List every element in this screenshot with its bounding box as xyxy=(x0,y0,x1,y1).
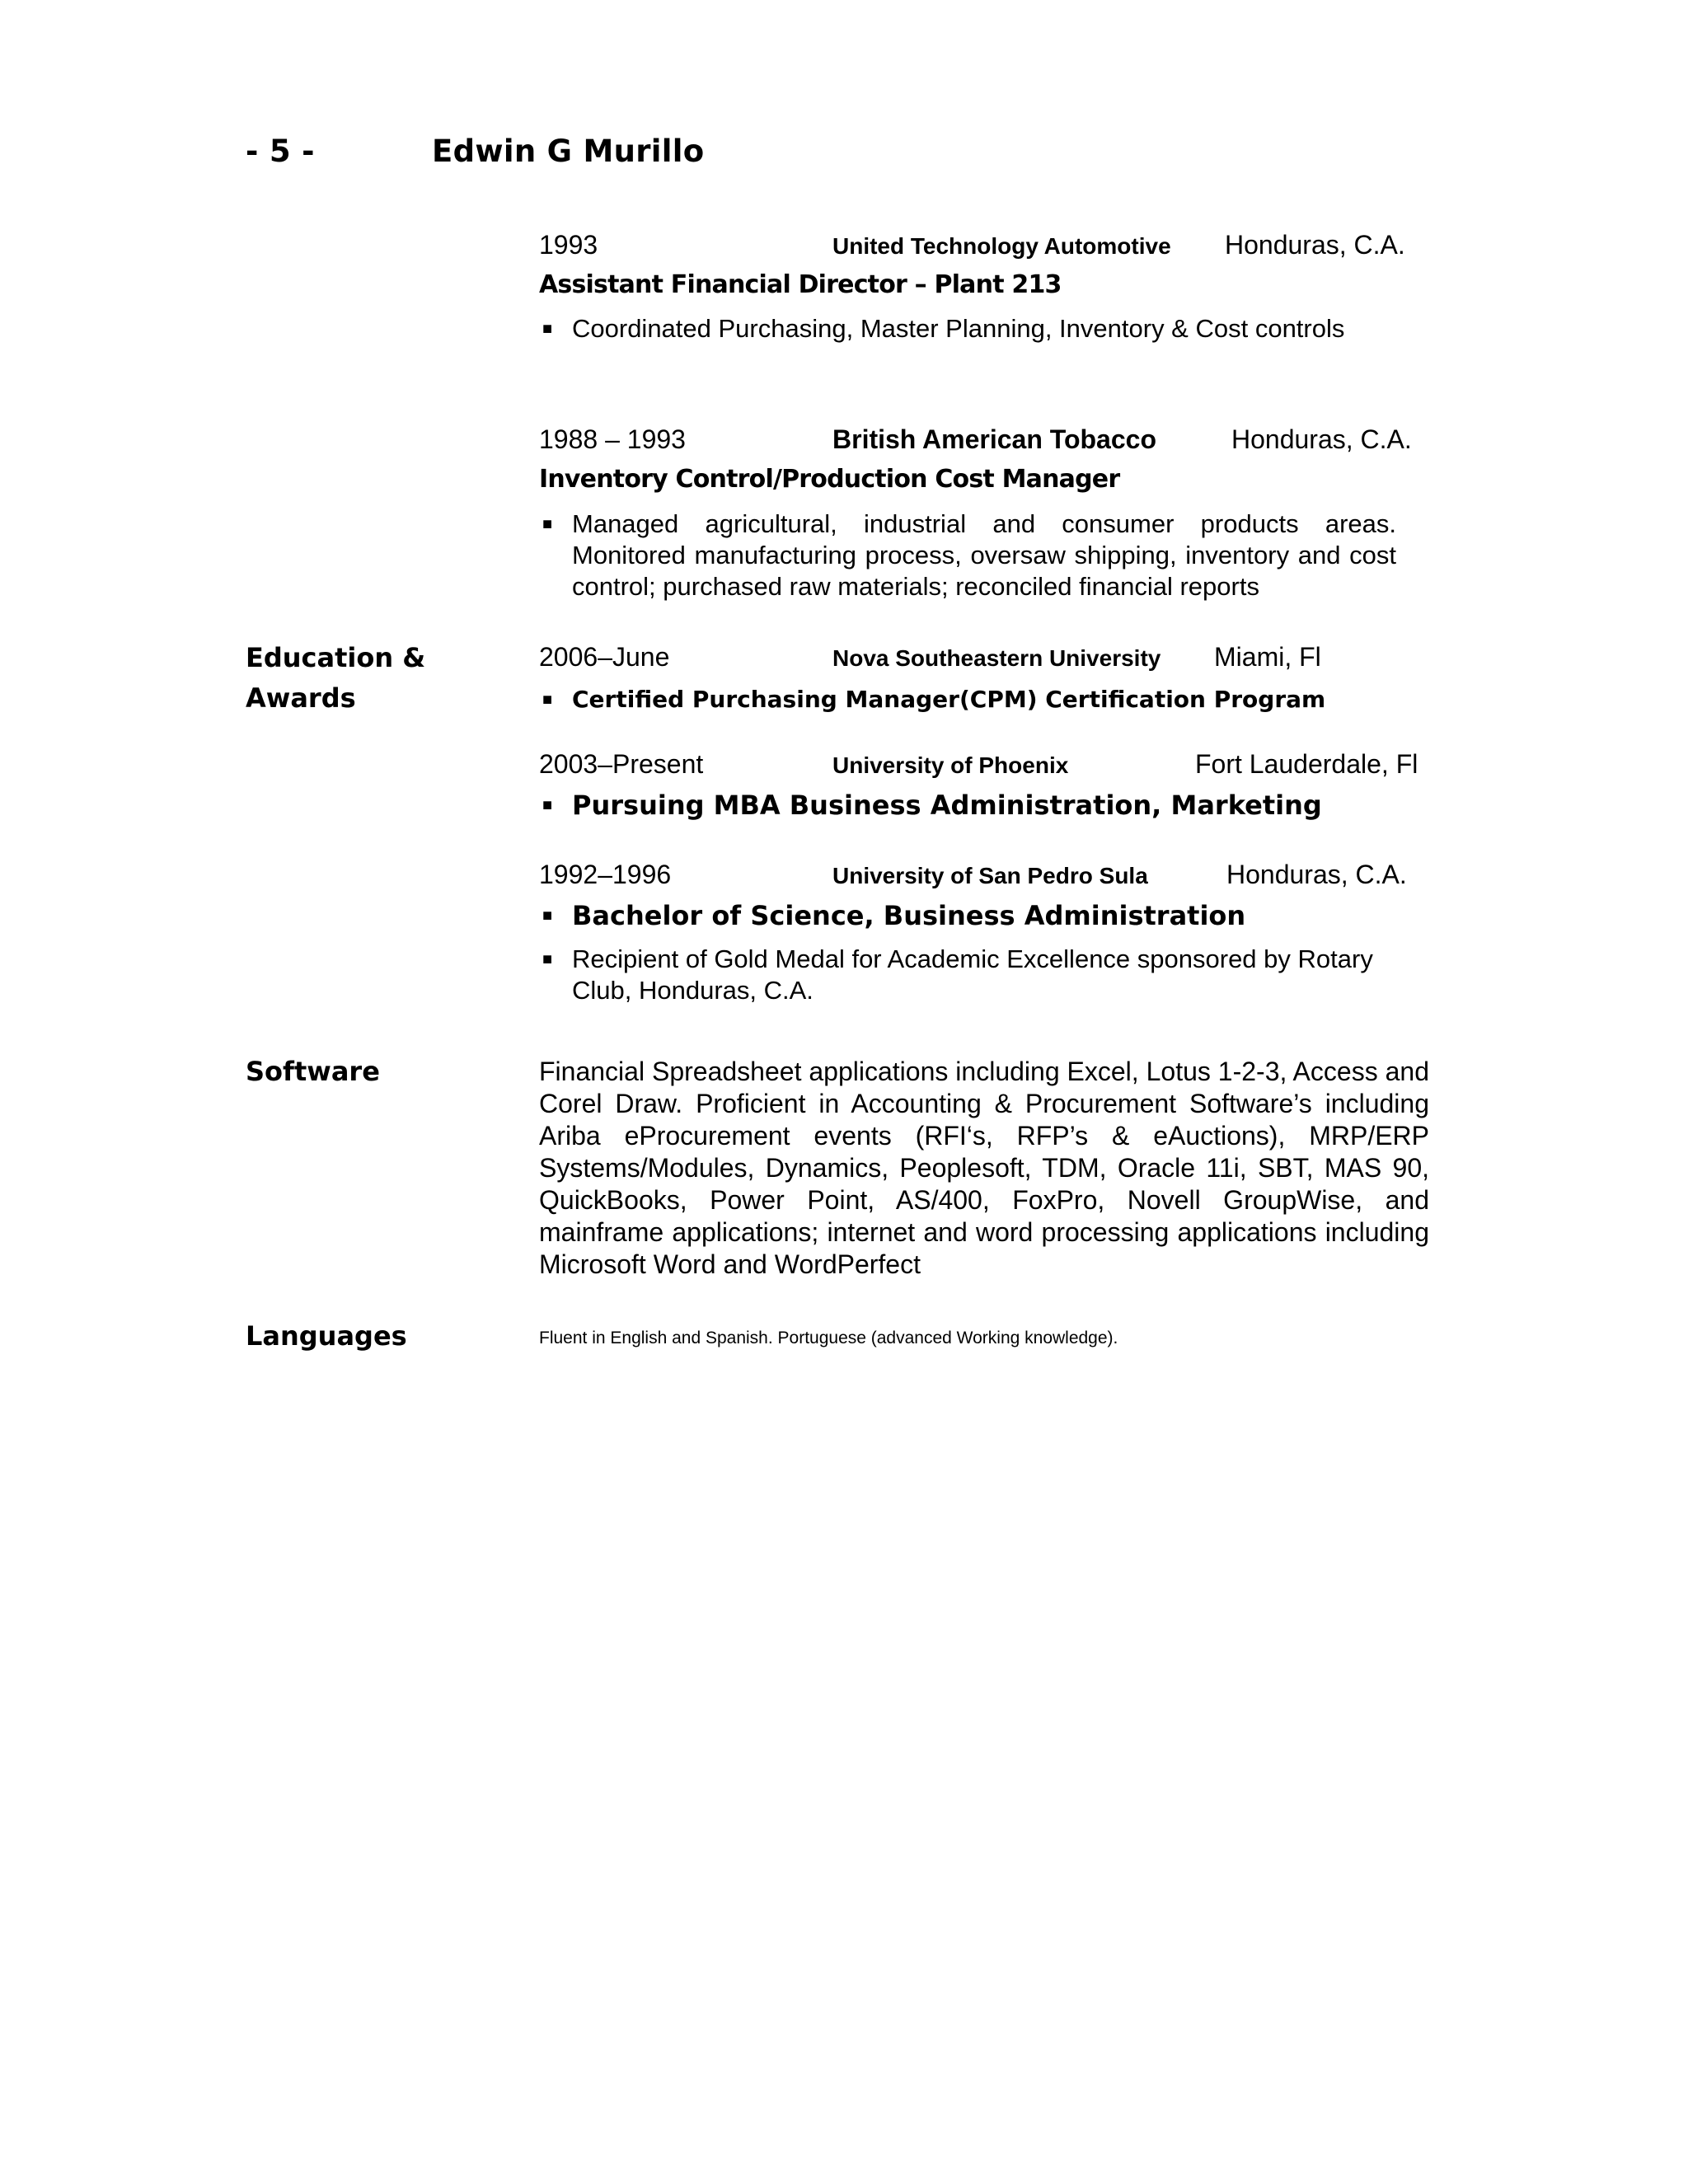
bullet-item xyxy=(539,313,1396,344)
bullet-text: Pursuing MBA Business Administration, Marketing xyxy=(572,790,1322,821)
entry-location: Miami, Fl xyxy=(1214,642,1321,672)
education-entry-header xyxy=(539,642,1429,675)
section-label-software: Software xyxy=(246,1056,380,1087)
bullet-text: Certified Purchasing Manager(CPM) Certification Program xyxy=(572,686,1326,713)
bullet-text: Coordinated Purchasing, Master Planning, Inventory & Cost controls xyxy=(572,314,1345,343)
bullet-text: Bachelor of Science, Business Administration xyxy=(572,900,1246,931)
bullet-item xyxy=(539,509,1396,602)
education-entry-header xyxy=(539,860,1429,893)
entry-organization: University of San Pedro Sula xyxy=(832,863,1148,888)
section-label-languages: Languages xyxy=(246,1320,407,1352)
job-title: Inventory Control/Production Cost Manager xyxy=(539,465,1120,494)
entry-organization: British American Tobacco xyxy=(832,424,1156,454)
bullet-item xyxy=(539,900,1396,931)
bullet-text: Managed agricultural, industrial and consumer products areas. Monitored manufacturing process, oversaw shipping, inventory and cost control; purchased raw materials; reconciled financial reports xyxy=(572,509,1396,601)
entry-location: Fort Lauderdale, Fl xyxy=(1195,749,1418,779)
experience-entry-header xyxy=(539,230,1429,263)
candidate-name: Edwin G Murillo xyxy=(432,134,705,169)
entry-date: 1993 xyxy=(539,230,598,260)
entry-location: Honduras, C.A. xyxy=(1231,424,1412,454)
experience-entry-header xyxy=(539,424,1429,457)
entry-date: 1988 – 1993 xyxy=(539,424,686,454)
bullet-square-icon: ■ xyxy=(542,907,553,925)
bullet-square-icon: ■ xyxy=(542,796,553,814)
job-title: Assistant Financial Director – Plant 213 xyxy=(539,270,1062,299)
entry-organization: University of Phoenix xyxy=(832,752,1069,778)
bullet-square-icon: ■ xyxy=(542,515,553,533)
bullet-text: Recipient of Gold Medal for Academic Excellence sponsored by Rotary Club, Honduras, C.A. xyxy=(572,944,1373,1005)
bullet-square-icon: ■ xyxy=(542,691,553,709)
entry-date: 2006–June xyxy=(539,642,670,672)
entry-date: 1992–1996 xyxy=(539,860,672,889)
entry-location: Honduras, C.A. xyxy=(1226,860,1407,889)
page-number: - 5 - xyxy=(246,134,315,169)
bullet-item xyxy=(539,684,1396,715)
education-entry-header xyxy=(539,749,1429,782)
section-label-line: Awards xyxy=(246,682,356,714)
software-description: Financial Spreadsheet applications including Excel, Lotus 1-2-3, Access and Corel Draw. Proficient in Accounting & Procurement Software’s including Ariba eProcurement events (RFI‘s, RFP’s & eAuctions), MRP/ERP Systems/Modules, Dynamics, Peoplesoft, TDM, Oracle 11i, SBT, MAS 90, QuickBooks, Power Point, AS/400, FoxPro, Novell GroupWise, and mainframe applications; internet and word processing applications including Microsoft Word and WordPerfect xyxy=(539,1057,1429,1279)
entry-location: Honduras, C.A. xyxy=(1225,230,1405,260)
entry-organization: Nova Southeastern University xyxy=(832,645,1161,671)
languages-description: Fluent in English and Spanish. Portuguese (advanced Working knowledge). xyxy=(539,1329,1118,1347)
bullet-item xyxy=(539,944,1396,1006)
entry-organization: United Technology Automotive xyxy=(832,233,1171,259)
bullet-square-icon: ■ xyxy=(542,950,553,968)
bullet-square-icon: ■ xyxy=(542,320,553,338)
bullet-item xyxy=(539,790,1396,821)
section-label-line: Education & xyxy=(246,642,426,673)
entry-date: 2003–Present xyxy=(539,749,704,779)
section-label-education xyxy=(246,638,509,719)
